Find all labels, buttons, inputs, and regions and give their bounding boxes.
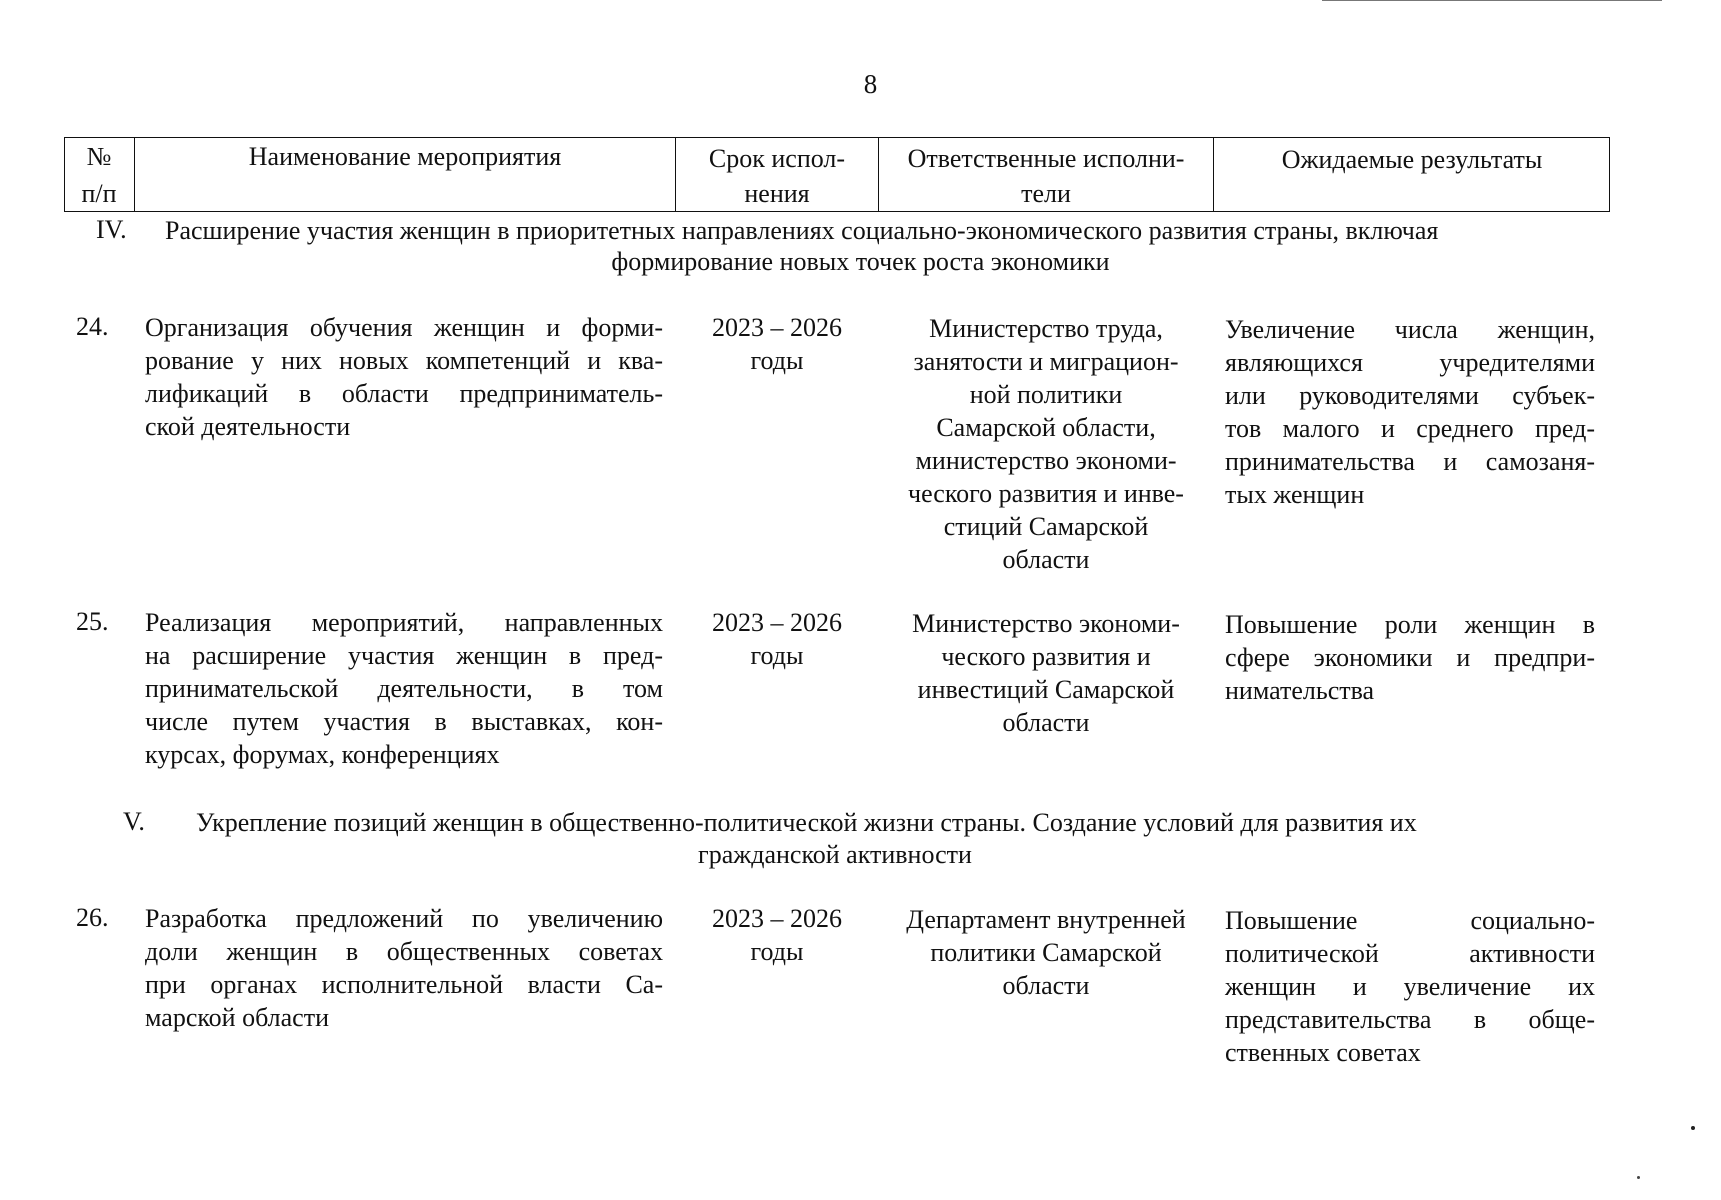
scan-dot — [1637, 1176, 1640, 1179]
executor-line: инвестиций Самарской — [917, 675, 1175, 704]
header-num-line-1: № — [86, 142, 112, 171]
activity-name-line: лификаций в области предприниматель- — [145, 379, 663, 408]
scan-line-top-right — [1322, 0, 1662, 1]
section-number: IV. — [96, 215, 127, 244]
row-number: 25. — [76, 607, 109, 636]
result-line: Увеличение числа женщин, — [1225, 315, 1595, 344]
term-line: 2023 – 2026 — [712, 313, 842, 342]
header-results: Ожидаемые результаты — [1281, 145, 1543, 174]
term-line: годы — [750, 346, 804, 375]
result-line: тов малого и среднего пред- — [1225, 414, 1595, 443]
result-line: или руководителями субъек- — [1225, 381, 1595, 410]
result-line: ственных советах — [1225, 1038, 1421, 1067]
activity-name-line: курсах, форумах, конференциях — [145, 740, 500, 769]
result-line: женщин и увеличение их — [1225, 972, 1595, 1001]
result-line: нимательства — [1225, 676, 1375, 705]
section-title-line: гражданской активности — [698, 840, 972, 869]
row-number: 24. — [76, 312, 109, 341]
activity-name-line: марской области — [145, 1003, 329, 1032]
result-line: политической активности — [1225, 939, 1595, 968]
header-name: Наименование мероприятия — [248, 142, 562, 171]
executor-line: области — [1002, 708, 1090, 737]
executor-line: Министерство экономи- — [912, 609, 1180, 638]
section-title-line: Расширение участия женщин в приоритетных направлениях социально-экономического развития страны, включая — [165, 216, 1439, 245]
executor-line: ческого развития и инве- — [908, 479, 1184, 508]
executor-line: стиций Самарской — [943, 512, 1149, 541]
term-line: годы — [750, 641, 804, 670]
section-number: V. — [123, 807, 145, 836]
header-term-line-2: нения — [744, 179, 810, 208]
activity-name-line: Организация обучения женщин и форми- — [145, 313, 663, 342]
activity-name-line: на расширение участия женщин в пред- — [145, 641, 663, 670]
header-executors-line-1: Ответственные исполни- — [907, 144, 1185, 173]
result-line: представительства в обще- — [1225, 1005, 1595, 1034]
activity-name-line: доли женщин в общественных советах — [145, 937, 663, 966]
executor-line: занятости и миграцион- — [913, 347, 1179, 376]
executor-line: области — [1002, 971, 1090, 1000]
result-line: Повышение роли женщин в — [1225, 610, 1595, 639]
result-line: принимательства и самозаня- — [1225, 447, 1595, 476]
page-number: 8 — [863, 69, 878, 99]
executor-line: министерство экономи- — [915, 446, 1177, 475]
executor-line: области — [1002, 545, 1090, 574]
scan-dot — [1691, 1126, 1695, 1130]
header-term-line-1: Срок испол- — [708, 144, 846, 173]
term-line: годы — [750, 937, 804, 966]
header-executors-line-2: тели — [1021, 179, 1071, 208]
term-line: 2023 – 2026 — [712, 608, 842, 637]
activity-name-line: рование у них новых компетенций и ква- — [145, 346, 663, 375]
executor-line: Самарской области, — [936, 413, 1156, 442]
result-line: Повышение социально- — [1225, 906, 1595, 935]
section-title-line: Укрепление позиций женщин в общественно-политической жизни страны. Создание условий для развития их — [196, 808, 1417, 837]
result-line: тых женщин — [1225, 480, 1365, 509]
result-line: являющихся учредителями — [1225, 348, 1595, 377]
activity-name-line: при органах исполнительной власти Са- — [145, 970, 663, 999]
executor-line: Департамент внутренней — [906, 905, 1186, 934]
activity-name-line: числе путем участия в выставках, кон- — [145, 707, 663, 736]
result-line: сфере экономики и предпри- — [1225, 643, 1595, 672]
executor-line: политики Самарской — [930, 938, 1162, 967]
row-number: 26. — [76, 903, 109, 932]
activity-name-line: ской деятельности — [145, 412, 351, 441]
executor-line: ной политики — [969, 380, 1123, 409]
term-line: 2023 – 2026 — [712, 904, 842, 933]
executor-line: ческого развития и — [941, 642, 1151, 671]
activity-name-line: Разработка предложений по увеличению — [145, 904, 663, 933]
executor-line: Министерство труда, — [929, 314, 1163, 343]
header-num-line-2: п/п — [81, 179, 117, 208]
section-title-line: формирование новых точек роста экономики — [611, 247, 1110, 276]
activity-name-line: принимательской деятельности, в том — [145, 674, 663, 703]
activity-name-line: Реализация мероприятий, направленных — [145, 608, 663, 637]
